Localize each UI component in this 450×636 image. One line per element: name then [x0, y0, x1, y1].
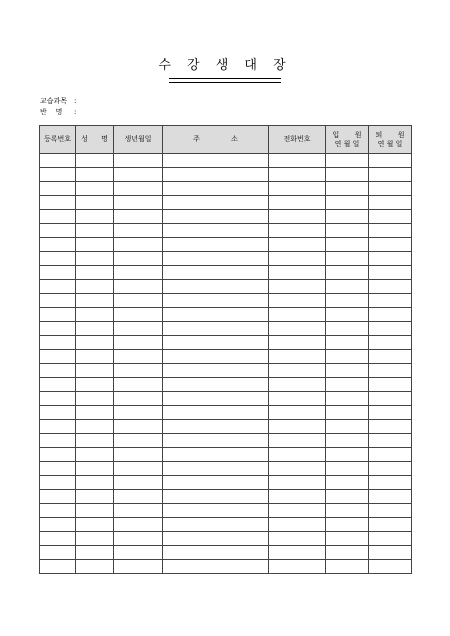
- cell-reg-no[interactable]: [40, 322, 76, 336]
- cell-enroll[interactable]: [326, 210, 369, 224]
- cell-enroll[interactable]: [326, 420, 369, 434]
- cell-address[interactable]: [163, 546, 269, 560]
- cell-leave[interactable]: [369, 182, 412, 196]
- table-row: [40, 392, 412, 406]
- cell-leave[interactable]: [369, 462, 412, 476]
- header-enroll: [326, 126, 369, 154]
- course-label: 교습과목: [40, 97, 68, 105]
- cell-enroll[interactable]: [326, 406, 369, 420]
- cell-name[interactable]: [76, 406, 114, 420]
- cell-name[interactable]: [76, 462, 114, 476]
- cell-leave[interactable]: [369, 476, 412, 490]
- cell-address[interactable]: [163, 364, 269, 378]
- cell-phone[interactable]: [269, 210, 326, 224]
- table-row: [40, 546, 412, 560]
- cell-name[interactable]: [76, 518, 114, 532]
- table-row: [40, 154, 412, 168]
- cell-phone[interactable]: [269, 518, 326, 532]
- cell-address[interactable]: [163, 238, 269, 252]
- cell-address[interactable]: [163, 350, 269, 364]
- cell-leave[interactable]: [369, 322, 412, 336]
- cell-leave[interactable]: [369, 294, 412, 308]
- cell-name[interactable]: [76, 532, 114, 546]
- cell-birth[interactable]: [114, 168, 163, 182]
- cell-enroll[interactable]: [326, 182, 369, 196]
- cell-address[interactable]: [163, 294, 269, 308]
- table-row: [40, 560, 412, 574]
- header-phone: [269, 126, 326, 154]
- cell-reg-no[interactable]: [40, 182, 76, 196]
- cell-reg-no[interactable]: [40, 168, 76, 182]
- cell-reg-no[interactable]: [40, 154, 76, 168]
- cell-leave[interactable]: [369, 448, 412, 462]
- cell-enroll[interactable]: [326, 252, 369, 266]
- cell-name[interactable]: [76, 210, 114, 224]
- table-row: [40, 322, 412, 336]
- cell-phone[interactable]: [269, 448, 326, 462]
- cell-phone[interactable]: [269, 238, 326, 252]
- cell-phone[interactable]: [269, 336, 326, 350]
- cell-name[interactable]: [76, 364, 114, 378]
- cell-reg-no[interactable]: [40, 560, 76, 574]
- cell-reg-no[interactable]: [40, 210, 76, 224]
- cell-name[interactable]: [76, 308, 114, 322]
- cell-birth[interactable]: [114, 294, 163, 308]
- cell-name[interactable]: [76, 252, 114, 266]
- cell-address[interactable]: [163, 182, 269, 196]
- cell-enroll[interactable]: [326, 308, 369, 322]
- cell-address[interactable]: [163, 532, 269, 546]
- cell-name[interactable]: [76, 280, 114, 294]
- cell-enroll[interactable]: [326, 462, 369, 476]
- cell-address[interactable]: [163, 336, 269, 350]
- header-leave-line1: 퇴 원: [375, 130, 405, 139]
- cell-name[interactable]: [76, 490, 114, 504]
- cell-reg-no[interactable]: [40, 238, 76, 252]
- cell-address[interactable]: [163, 322, 269, 336]
- header-reg-no: [40, 126, 76, 154]
- cell-birth[interactable]: [114, 182, 163, 196]
- cell-birth[interactable]: [114, 280, 163, 294]
- cell-address[interactable]: [163, 518, 269, 532]
- table-row: [40, 266, 412, 280]
- table-row: [40, 476, 412, 490]
- cell-phone[interactable]: [269, 378, 326, 392]
- class-label: 반 명: [40, 108, 63, 116]
- cell-leave[interactable]: [369, 546, 412, 560]
- cell-address[interactable]: [163, 252, 269, 266]
- table-row: [40, 336, 412, 350]
- cell-birth[interactable]: [114, 238, 163, 252]
- cell-reg-no[interactable]: [40, 336, 76, 350]
- cell-birth[interactable]: [114, 406, 163, 420]
- cell-leave[interactable]: [369, 196, 412, 210]
- table-row: [40, 462, 412, 476]
- course-separator: :: [74, 97, 77, 105]
- course-field: [40, 97, 76, 106]
- cell-enroll[interactable]: [326, 364, 369, 378]
- cell-reg-no[interactable]: [40, 532, 76, 546]
- cell-leave[interactable]: [369, 350, 412, 364]
- header-address-label: 주 소: [193, 135, 238, 143]
- cell-leave[interactable]: [369, 252, 412, 266]
- table-row: [40, 532, 412, 546]
- cell-name[interactable]: [76, 168, 114, 182]
- cell-name[interactable]: [76, 476, 114, 490]
- cell-phone[interactable]: [269, 350, 326, 364]
- table-row: [40, 224, 412, 238]
- cell-reg-no[interactable]: [40, 434, 76, 448]
- cell-enroll[interactable]: [326, 294, 369, 308]
- cell-address[interactable]: [163, 210, 269, 224]
- cell-reg-no[interactable]: [40, 378, 76, 392]
- table-row: [40, 504, 412, 518]
- table-row: [40, 238, 412, 252]
- cell-leave[interactable]: [369, 532, 412, 546]
- cell-reg-no[interactable]: [40, 448, 76, 462]
- title-underline: [169, 78, 281, 83]
- header-address: [163, 126, 269, 154]
- cell-reg-no[interactable]: [40, 490, 76, 504]
- cell-reg-no[interactable]: [40, 294, 76, 308]
- cell-leave[interactable]: [369, 280, 412, 294]
- cell-address[interactable]: [163, 224, 269, 238]
- cell-leave[interactable]: [369, 308, 412, 322]
- cell-enroll[interactable]: [326, 168, 369, 182]
- cell-reg-no[interactable]: [40, 224, 76, 238]
- table-row: [40, 210, 412, 224]
- cell-name[interactable]: [76, 420, 114, 434]
- cell-birth[interactable]: [114, 210, 163, 224]
- table-row: [40, 490, 412, 504]
- cell-address[interactable]: [163, 280, 269, 294]
- table-row: [40, 420, 412, 434]
- cell-enroll[interactable]: [326, 504, 369, 518]
- cell-enroll[interactable]: [326, 266, 369, 280]
- cell-reg-no[interactable]: [40, 266, 76, 280]
- cell-birth[interactable]: [114, 546, 163, 560]
- cell-name[interactable]: [76, 448, 114, 462]
- table-row: [40, 364, 412, 378]
- page-title: 수 강 생 대 장: [158, 58, 292, 73]
- cell-enroll[interactable]: [326, 490, 369, 504]
- cell-name[interactable]: [76, 238, 114, 252]
- cell-phone[interactable]: [269, 280, 326, 294]
- cell-phone[interactable]: [269, 182, 326, 196]
- cell-leave[interactable]: [369, 490, 412, 504]
- cell-phone[interactable]: [269, 308, 326, 322]
- cell-leave[interactable]: [369, 224, 412, 238]
- cell-birth[interactable]: [114, 322, 163, 336]
- cell-address[interactable]: [163, 462, 269, 476]
- cell-enroll[interactable]: [326, 154, 369, 168]
- header-reg-no-label: 등록번호: [43, 135, 72, 143]
- cell-phone[interactable]: [269, 420, 326, 434]
- cell-enroll[interactable]: [326, 350, 369, 364]
- cell-enroll[interactable]: [326, 532, 369, 546]
- table-row: [40, 406, 412, 420]
- cell-leave[interactable]: [369, 392, 412, 406]
- cell-reg-no[interactable]: [40, 476, 76, 490]
- cell-address[interactable]: [163, 448, 269, 462]
- cell-phone[interactable]: [269, 252, 326, 266]
- cell-phone[interactable]: [269, 434, 326, 448]
- cell-address[interactable]: [163, 168, 269, 182]
- header-leave-line2: 연 월 일: [377, 139, 403, 148]
- table-row: [40, 182, 412, 196]
- cell-reg-no[interactable]: [40, 364, 76, 378]
- cell-reg-no[interactable]: [40, 280, 76, 294]
- header-leave: [369, 126, 412, 154]
- cell-birth[interactable]: [114, 308, 163, 322]
- cell-enroll[interactable]: [326, 280, 369, 294]
- cell-enroll[interactable]: [326, 518, 369, 532]
- cell-birth[interactable]: [114, 266, 163, 280]
- class-separator: :: [74, 108, 77, 116]
- cell-enroll[interactable]: [326, 224, 369, 238]
- cell-phone[interactable]: [269, 168, 326, 182]
- header-birth: [114, 126, 163, 154]
- cell-birth[interactable]: [114, 154, 163, 168]
- cell-address[interactable]: [163, 378, 269, 392]
- cell-phone[interactable]: [269, 560, 326, 574]
- cell-address[interactable]: [163, 266, 269, 280]
- header-phone-label: 전화번호: [283, 135, 311, 143]
- header-name-label: 성 명: [81, 135, 108, 143]
- cell-phone[interactable]: [269, 294, 326, 308]
- cell-enroll[interactable]: [326, 476, 369, 490]
- class-field: [40, 108, 76, 117]
- cell-name[interactable]: [76, 196, 114, 210]
- cell-enroll[interactable]: [326, 378, 369, 392]
- header-name: [76, 126, 114, 154]
- cell-phone[interactable]: [269, 322, 326, 336]
- cell-reg-no[interactable]: [40, 252, 76, 266]
- cell-address[interactable]: [163, 420, 269, 434]
- table-row: [40, 448, 412, 462]
- header-enroll-line2: 연 월 일: [334, 139, 360, 148]
- cell-enroll[interactable]: [326, 238, 369, 252]
- cell-phone[interactable]: [269, 490, 326, 504]
- cell-reg-no[interactable]: [40, 420, 76, 434]
- cell-phone[interactable]: [269, 364, 326, 378]
- cell-enroll[interactable]: [326, 196, 369, 210]
- cell-enroll[interactable]: [326, 546, 369, 560]
- cell-birth[interactable]: [114, 336, 163, 350]
- cell-name[interactable]: [76, 350, 114, 364]
- cell-leave[interactable]: [369, 336, 412, 350]
- cell-phone[interactable]: [269, 196, 326, 210]
- cell-birth[interactable]: [114, 364, 163, 378]
- cell-phone[interactable]: [269, 546, 326, 560]
- cell-reg-no[interactable]: [40, 462, 76, 476]
- cell-enroll[interactable]: [326, 336, 369, 350]
- cell-enroll[interactable]: [326, 448, 369, 462]
- cell-address[interactable]: [163, 434, 269, 448]
- cell-phone[interactable]: [269, 532, 326, 546]
- cell-address[interactable]: [163, 392, 269, 406]
- cell-leave[interactable]: [369, 168, 412, 182]
- cell-leave[interactable]: [369, 154, 412, 168]
- cell-phone[interactable]: [269, 224, 326, 238]
- cell-address[interactable]: [163, 196, 269, 210]
- cell-phone[interactable]: [269, 476, 326, 490]
- cell-address[interactable]: [163, 560, 269, 574]
- cell-address[interactable]: [163, 308, 269, 322]
- cell-enroll[interactable]: [326, 434, 369, 448]
- cell-birth[interactable]: [114, 448, 163, 462]
- cell-birth[interactable]: [114, 476, 163, 490]
- table-row: [40, 378, 412, 392]
- cell-reg-no[interactable]: [40, 546, 76, 560]
- register-body: [40, 154, 412, 574]
- cell-address[interactable]: [163, 406, 269, 420]
- table-row: [40, 196, 412, 210]
- cell-leave[interactable]: [369, 378, 412, 392]
- cell-birth[interactable]: [114, 224, 163, 238]
- cell-phone[interactable]: [269, 406, 326, 420]
- cell-phone[interactable]: [269, 504, 326, 518]
- cell-leave[interactable]: [369, 434, 412, 448]
- cell-reg-no[interactable]: [40, 518, 76, 532]
- cell-reg-no[interactable]: [40, 350, 76, 364]
- student-register-table: [39, 125, 412, 574]
- table-row: [40, 350, 412, 364]
- cell-reg-no[interactable]: [40, 392, 76, 406]
- cell-birth[interactable]: [114, 504, 163, 518]
- cell-name[interactable]: [76, 266, 114, 280]
- cell-enroll[interactable]: [326, 560, 369, 574]
- header-enroll-line1: 입 원: [332, 130, 362, 139]
- cell-reg-no[interactable]: [40, 504, 76, 518]
- cell-name[interactable]: [76, 154, 114, 168]
- cell-reg-no[interactable]: [40, 406, 76, 420]
- table-row: [40, 252, 412, 266]
- cell-leave[interactable]: [369, 504, 412, 518]
- table-row: [40, 280, 412, 294]
- cell-name[interactable]: [76, 182, 114, 196]
- cell-enroll[interactable]: [326, 392, 369, 406]
- cell-name[interactable]: [76, 336, 114, 350]
- cell-name[interactable]: [76, 322, 114, 336]
- cell-leave[interactable]: [369, 560, 412, 574]
- cell-name[interactable]: [76, 504, 114, 518]
- cell-leave[interactable]: [369, 210, 412, 224]
- table-row: [40, 518, 412, 532]
- cell-birth[interactable]: [114, 196, 163, 210]
- cell-name[interactable]: [76, 434, 114, 448]
- table-row: [40, 308, 412, 322]
- cell-birth[interactable]: [114, 378, 163, 392]
- cell-phone[interactable]: [269, 266, 326, 280]
- cell-birth[interactable]: [114, 392, 163, 406]
- table-row: [40, 168, 412, 182]
- cell-leave[interactable]: [369, 238, 412, 252]
- cell-reg-no[interactable]: [40, 308, 76, 322]
- cell-name[interactable]: [76, 560, 114, 574]
- cell-address[interactable]: [163, 504, 269, 518]
- cell-phone[interactable]: [269, 392, 326, 406]
- cell-birth[interactable]: [114, 560, 163, 574]
- cell-name[interactable]: [76, 378, 114, 392]
- cell-reg-no[interactable]: [40, 196, 76, 210]
- cell-name[interactable]: [76, 546, 114, 560]
- cell-phone[interactable]: [269, 154, 326, 168]
- cell-name[interactable]: [76, 392, 114, 406]
- cell-leave[interactable]: [369, 518, 412, 532]
- cell-leave[interactable]: [369, 420, 412, 434]
- cell-phone[interactable]: [269, 462, 326, 476]
- cell-birth[interactable]: [114, 490, 163, 504]
- cell-birth[interactable]: [114, 420, 163, 434]
- cell-birth[interactable]: [114, 462, 163, 476]
- cell-address[interactable]: [163, 490, 269, 504]
- header-row: [40, 126, 412, 154]
- cell-birth[interactable]: [114, 252, 163, 266]
- cell-birth[interactable]: [114, 350, 163, 364]
- cell-leave[interactable]: [369, 406, 412, 420]
- table-row: [40, 434, 412, 448]
- cell-name[interactable]: [76, 294, 114, 308]
- cell-leave[interactable]: [369, 266, 412, 280]
- cell-address[interactable]: [163, 154, 269, 168]
- cell-birth[interactable]: [114, 518, 163, 532]
- table-row: [40, 294, 412, 308]
- cell-birth[interactable]: [114, 532, 163, 546]
- cell-name[interactable]: [76, 224, 114, 238]
- header-birth-label: 생년월일: [124, 135, 152, 143]
- cell-enroll[interactable]: [326, 322, 369, 336]
- cell-address[interactable]: [163, 476, 269, 490]
- cell-leave[interactable]: [369, 364, 412, 378]
- cell-birth[interactable]: [114, 434, 163, 448]
